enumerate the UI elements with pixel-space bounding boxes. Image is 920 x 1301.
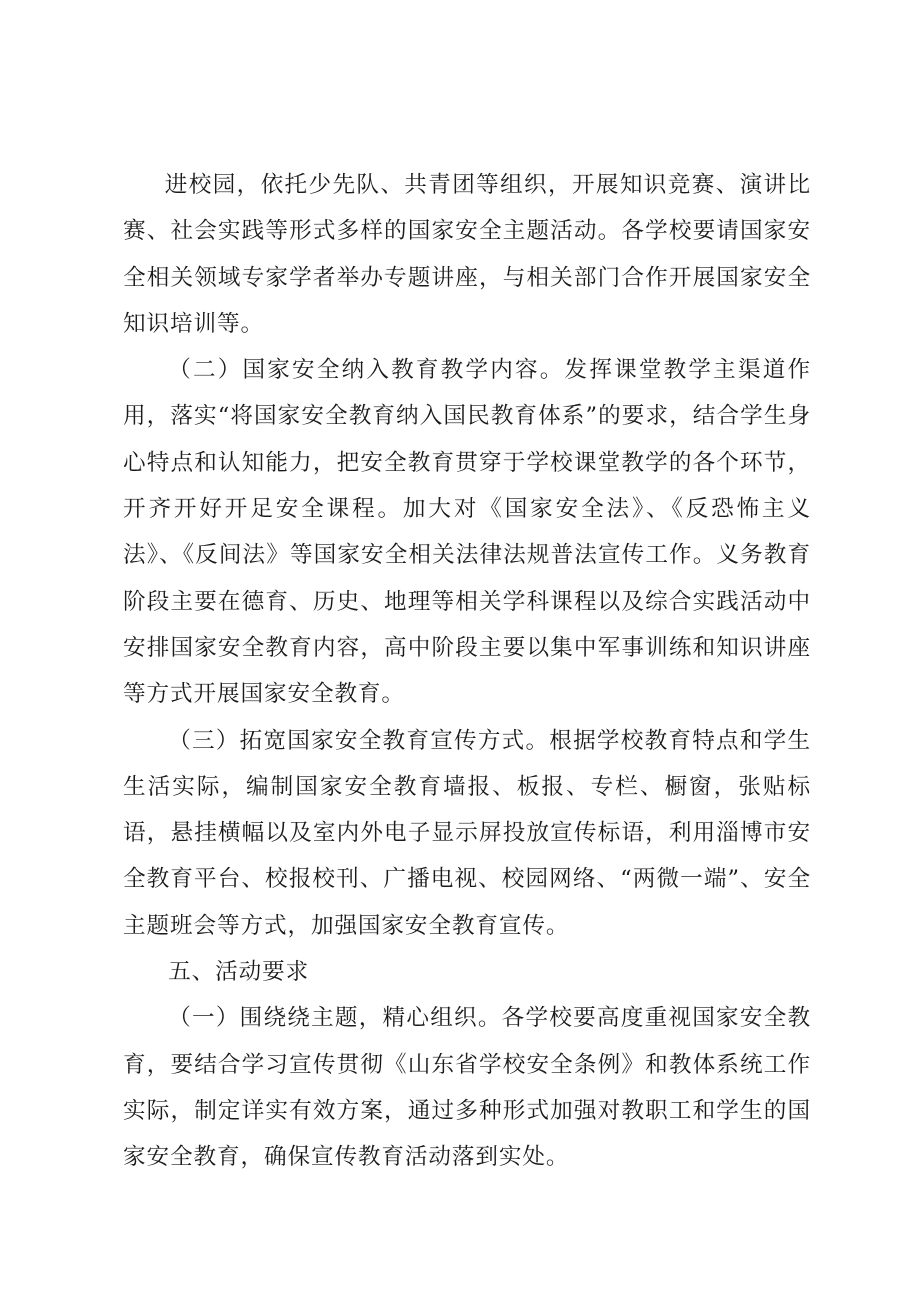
document-body (123, 162, 811, 1181)
section-heading-requirements: 五、活动要求 (168, 959, 310, 986)
paragraph-activities-continued: 进校园，依托少先队、共青团等组织，开展知识竞赛、演讲比赛、社会实践等形式多样的国家安全主题活动。各学校要请国家安全相关领域专家学者举办专题讲座，与相关部门合作开展国家安全知识培训等。 (123, 172, 811, 337)
paragraph-organization: （一）围绕绕主题，精心组织。各学校要高度重视国家安全教育，要结合学习宣传贯彻《山东省学校安全条例》和教体系统工作实际，制定详实有效方案，通过多种形式加强对教职工和学生的国家安全教育，确保宣传教育活动落到实处。 (123, 1005, 811, 1171)
paragraph-publicity: （三）拓宽国家安全教育宣传方式。根据学校教育特点和学生生活实际，编制国家安全教育墙报、板报、专栏、橱窗，张贴标语，悬挂横幅以及室内外电子显示屏投放宣传标语，利用淄博市安全教育平台、校报校刊、广播电视、校园网络、“两微一端”、安全主题班会等方式，加强国家安全教育宣传。 (123, 727, 811, 939)
paragraph-curriculum: （二）国家安全纳入教育教学内容。发挥课堂教学主渠道作用，落实“将国家安全教育纳入国民教育体系”的要求，结合学生身心特点和认知能力，把安全教育贯穿于学校课堂教学的各个环节，开齐开好开足安全课程。加大对《国家安全法》、《反恐怖主义法》、《反间法》等国家安全相关法律法规普法宣传工作。义务教育阶段主要在德育、历史、地理等相关学科课程以及综合实践活动中安排国家安全教育内容，高中阶段主要以集中军事训练和知识讲座等方式开展国家安全教育。 (123, 357, 811, 708)
